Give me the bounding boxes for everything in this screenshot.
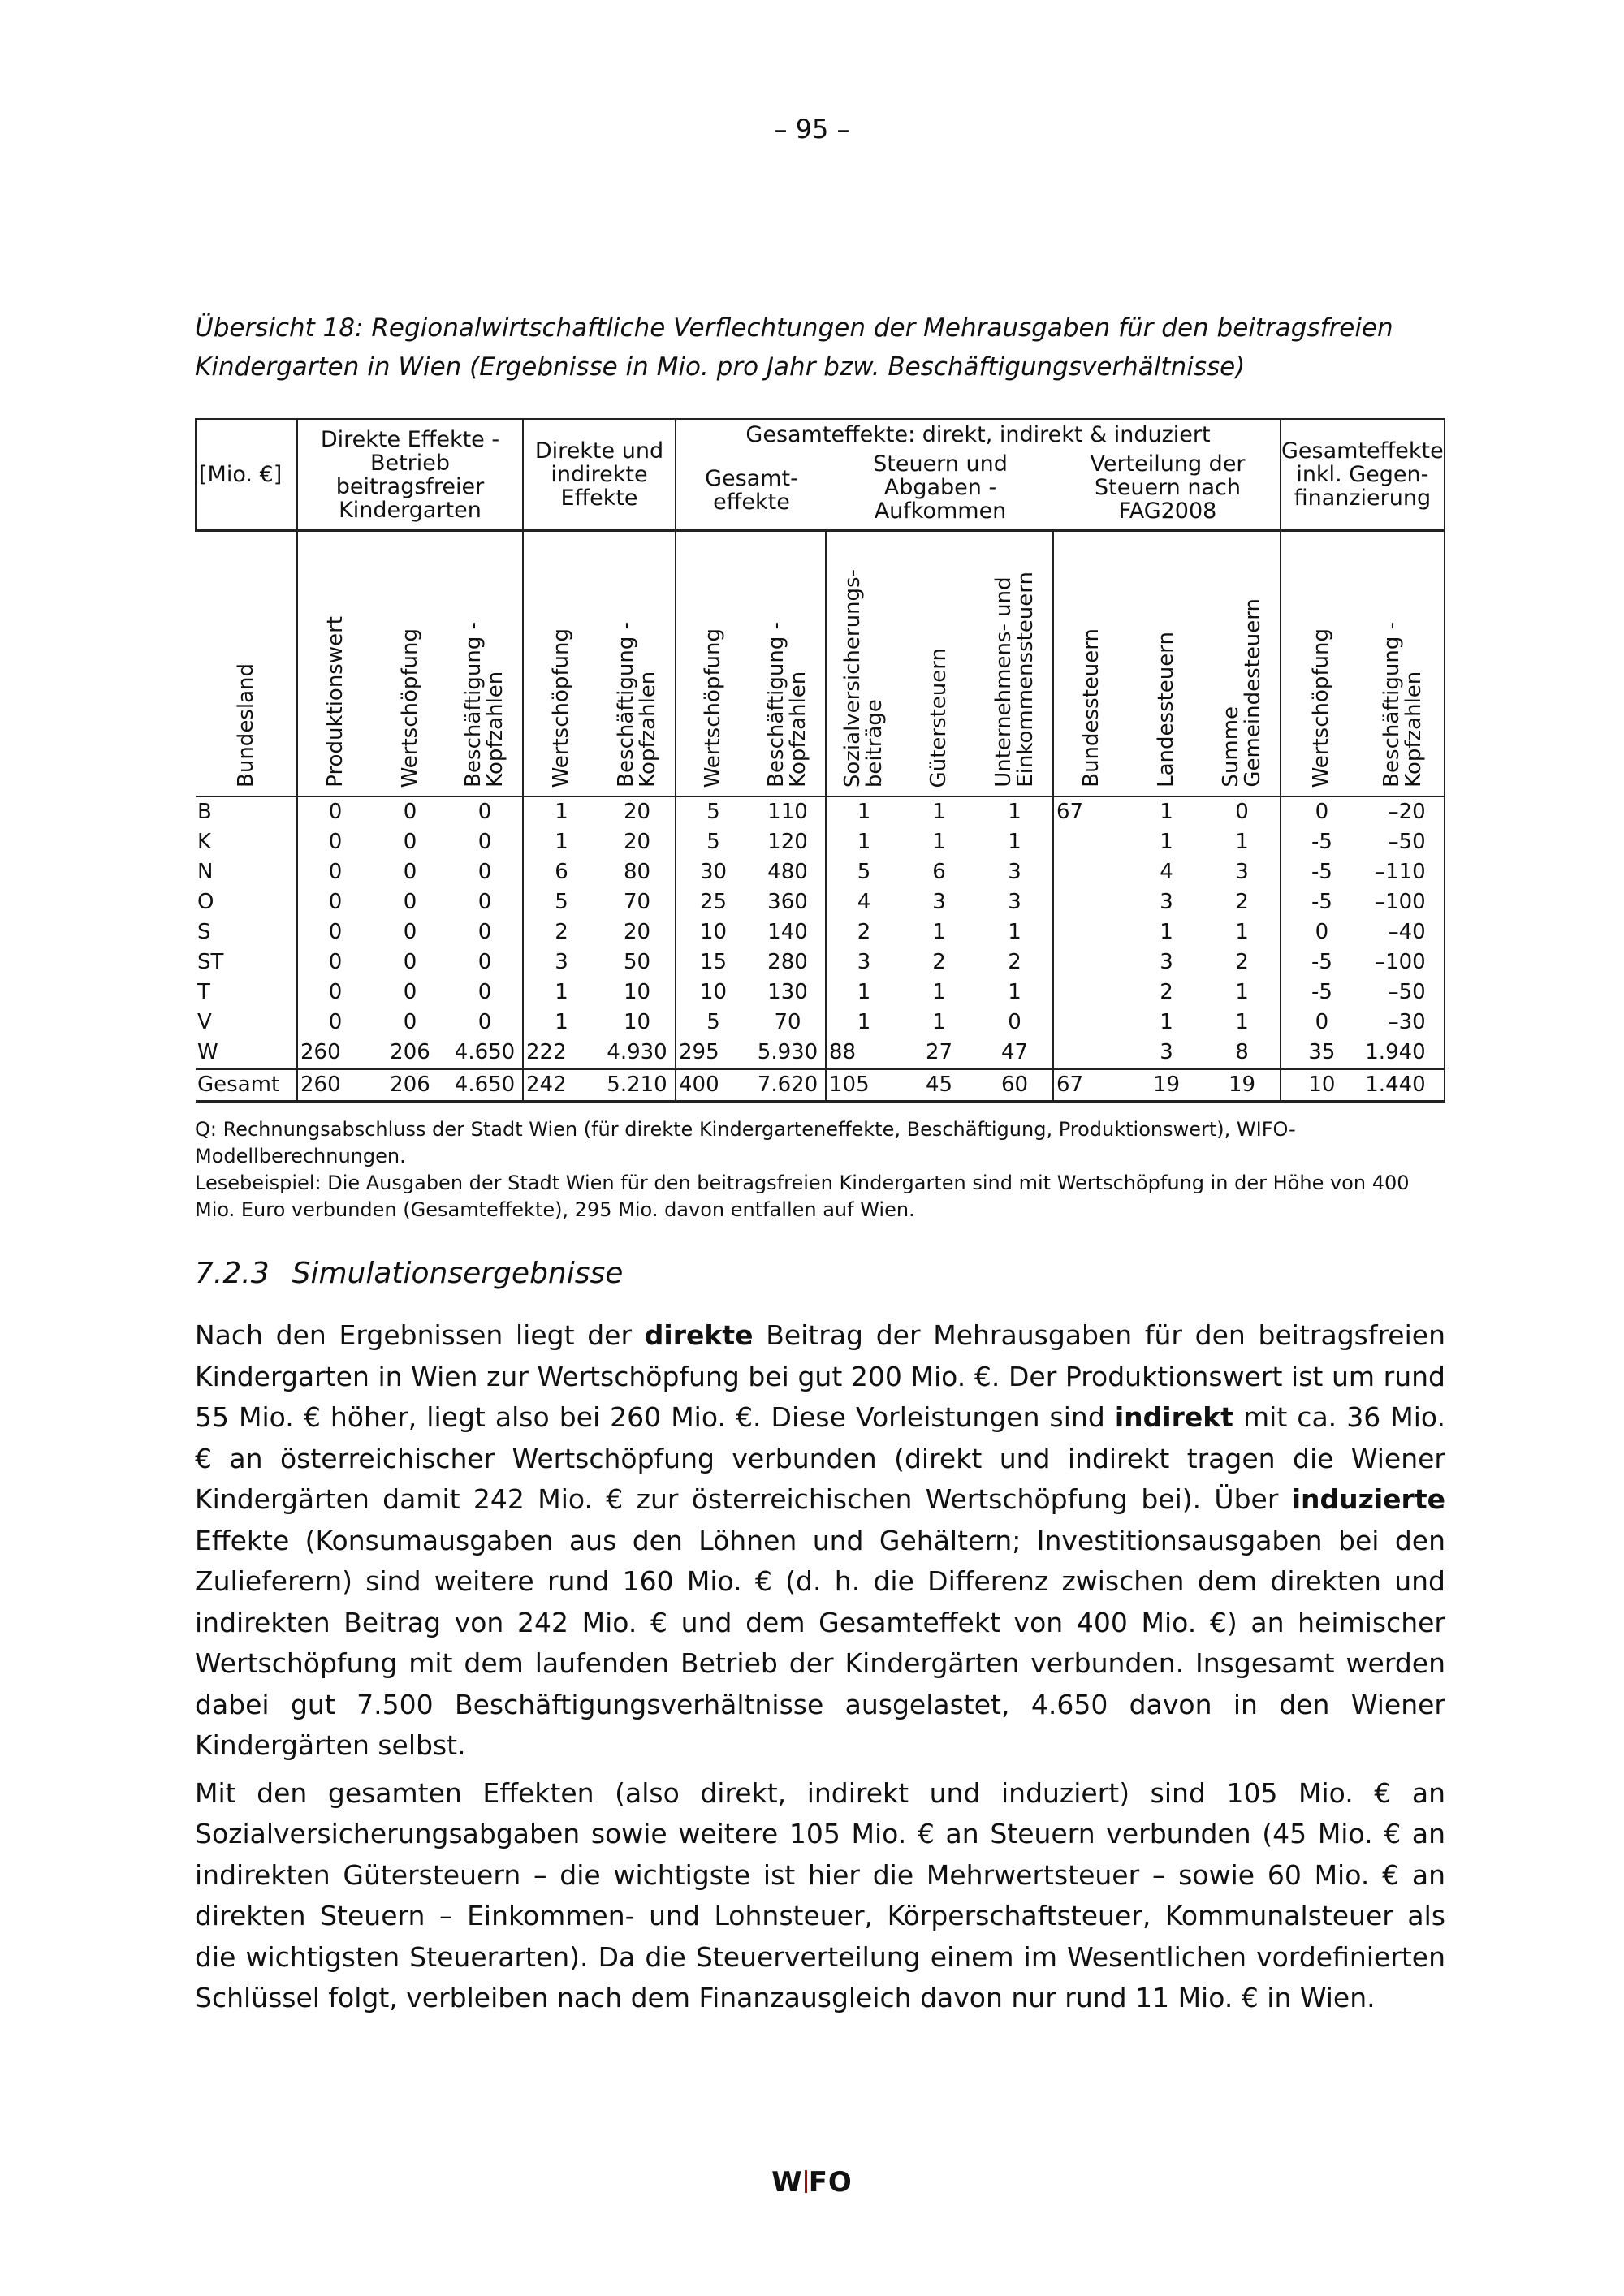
table-cell: –100 — [1363, 947, 1445, 978]
table-cell: –100 — [1363, 887, 1445, 917]
table-cell: 5 — [523, 887, 599, 917]
section-number: 7.2.3 — [195, 1257, 270, 1290]
table-cell — [1053, 887, 1129, 917]
group-taxes-header: Steuern und Abgaben - Aufkommen — [873, 451, 1008, 524]
table-cell: 1 — [1160, 830, 1173, 854]
group-total-effects — [676, 419, 1281, 531]
column-header-label: Wertschöpfung — [397, 628, 422, 788]
table-cell: 295 — [676, 1038, 750, 1069]
table-cell: 1 — [977, 827, 1053, 857]
table-cell: –20 — [1363, 796, 1445, 827]
table-cell: 0 — [297, 796, 373, 827]
table-cell: 19 — [1129, 1069, 1204, 1102]
table-cell: -5 — [1281, 857, 1363, 887]
column-header-label: Summe Gemeindesteuern — [1218, 598, 1265, 788]
table-cell: 4.650 — [447, 1038, 523, 1069]
table-cell: 3 — [523, 947, 599, 978]
column-header — [196, 531, 297, 797]
table-cell: 222 — [523, 1038, 599, 1069]
row-label: V — [196, 1008, 297, 1038]
table-cell: 5.930 — [750, 1038, 826, 1069]
bold-term: indirekt — [1114, 1401, 1233, 1433]
table-notes — [195, 1116, 1445, 1224]
table-cell: 1 — [1204, 917, 1281, 947]
table-cell: 10 — [676, 978, 750, 1008]
row-label: O — [196, 887, 297, 917]
group-direct-indirect-header: Direkte und indirekte Effekte — [523, 419, 676, 531]
table-cell: 0 — [297, 947, 373, 978]
bold-term: induzierte — [1291, 1483, 1445, 1515]
column-header-label: Beschäftigung - Kopfzahlen — [1379, 622, 1426, 788]
column-header-label: Landessteuern — [1154, 632, 1178, 788]
table-cell: 1 — [1204, 978, 1281, 1008]
column-header-label: Beschäftigung - Kopfzahlen — [613, 622, 660, 788]
table-cell: 0 — [1281, 1008, 1363, 1038]
table-cell: 0 — [1281, 917, 1363, 947]
table-cell — [1053, 857, 1129, 887]
table-cell: 140 — [750, 917, 826, 947]
table-cell: 280 — [750, 947, 826, 978]
row-label: B — [196, 796, 297, 827]
table-title: Übersicht 18: Regionalwirtschaftliche Verflechtungen der Mehrausgaben für den beitragsfreien Kindergarten in Wien (Ergebnisse in Mio. pro Jahr bzw. Beschäftigungsverhältnisse) — [195, 313, 1393, 382]
table-cell: 1 — [1160, 1010, 1173, 1034]
group-distribution-header: Verteilung der Steuern nach FAG2008 — [1090, 451, 1246, 524]
table-cell: 3 — [1204, 857, 1281, 887]
unit-header: [Mio. €] — [196, 419, 297, 531]
column-header-label: Produktionswert — [322, 616, 348, 788]
column-header — [297, 531, 373, 797]
table-cell: 2 — [523, 917, 599, 947]
table-cell: 0 — [1204, 796, 1281, 827]
column-header — [1281, 531, 1363, 797]
table-cell: 1 — [826, 796, 901, 827]
table-cell: 3 — [932, 890, 946, 914]
table-cell: 2 — [1204, 887, 1281, 917]
group-financing-header: Gesamteffekte inkl. Gegen-finanzierung — [1281, 419, 1445, 531]
table-cell: 105 — [826, 1069, 901, 1102]
row-label: W — [196, 1038, 297, 1069]
column-header-label: Wertschöpfung — [549, 628, 573, 788]
table-cell: 260 — [297, 1069, 373, 1102]
table-cell: 3 — [1160, 890, 1173, 914]
total-row — [196, 1069, 1445, 1102]
row-label: S — [196, 917, 297, 947]
table-cell: –50 — [1363, 978, 1445, 1008]
table-cell: 8 — [1204, 1038, 1281, 1069]
table-cell: 360 — [750, 887, 826, 917]
column-header-label: Beschäftigung - Kopfzahlen — [461, 622, 508, 788]
table-cell: 0 — [297, 1008, 373, 1038]
table-cell: 6 — [523, 857, 599, 887]
table-row — [196, 1008, 1445, 1038]
table-cell: 15 — [676, 947, 750, 978]
table-cell: 70 — [750, 1008, 826, 1038]
table-cell: 1.940 — [1363, 1038, 1445, 1069]
table-cell: 1 — [932, 800, 946, 824]
column-header — [1363, 531, 1445, 797]
table-cell: -5 — [1281, 947, 1363, 978]
table-cell: 1 — [1204, 1008, 1281, 1038]
table-cell: 88 — [826, 1038, 901, 1069]
table-cell — [1053, 947, 1129, 978]
group-total-caption: Gesamteffekte: direkt, indirekt & induziert — [745, 422, 1211, 447]
data-table — [195, 418, 1445, 1103]
text-run: Nach den Ergebnissen liegt der — [195, 1319, 645, 1351]
table-cell: 0 — [447, 887, 523, 917]
table-row — [196, 978, 1445, 1008]
column-header-label: Wertschöpfung — [701, 628, 725, 788]
table-cell: 20 — [599, 917, 676, 947]
column-header — [599, 531, 676, 797]
table-cell: 1 — [523, 796, 599, 827]
table-cell: 50 — [599, 947, 676, 978]
table-cell: 20 — [599, 796, 676, 827]
table-cell: 1 — [932, 920, 946, 944]
table-cell — [1053, 1038, 1129, 1069]
table-cell: 4.650 — [447, 1069, 523, 1102]
table-cell: 4 — [1160, 860, 1173, 884]
text-run: mit ca. 36 Mio. € an österreichischer Wertschöpfung verbunden (direkt und indirekt tragen die Wiener Kindergärten damit 242 Mio. € zur österreichischen Wertschöpfung bei). Über — [195, 1401, 1445, 1515]
column-header — [523, 531, 599, 797]
table-cell: 27 — [925, 1040, 953, 1064]
wifo-logo: W FO — [771, 2166, 853, 2199]
table-cell: 3 — [1160, 1040, 1173, 1064]
reading-example: Lesebeispiel: Die Ausgaben der Stadt Wien für den beitragsfreien Kindergarten sind mit Wertschöpfung in der Höhe von 400 Mio. Euro verbunden (Gesamteffekte), 295 Mio. davon entfallen auf Wien. — [195, 1172, 1410, 1221]
table-cell: 480 — [750, 857, 826, 887]
table-cell: 0 — [297, 887, 373, 917]
table-cell: 2 — [932, 950, 946, 974]
table-cell: 5 — [676, 1008, 750, 1038]
table-cell: 6 — [932, 860, 946, 884]
table-cell: 10 — [1281, 1069, 1363, 1102]
text-run: Mit den gesamten Effekten (also direkt, indirekt und induziert) sind 105 Mio. € an Sozialversicherungsabgaben sowie weitere 105 Mio. € an Steuern verbunden (45 Mio. € an indirekten Gütersteuern – die wichtigste ist hier die Mehrwertsteuer – sowie 60 Mio. € an direkten Steuern – Einkommen- und Lohnsteuer, Körperschaftsteuer, Kommunalsteuer als die wichtigsten Steuerarten). Da die Steuerverteilung einem im Wesentlichen vordefinierten Schlüssel folgt, verbleiben nach dem Finanzausgleich davon nur rund 11 Mio. € in Wien. — [195, 1776, 1445, 2013]
page-number: – 95 – — [774, 114, 850, 145]
table-cell: 0 — [447, 796, 523, 827]
table-row — [196, 917, 1445, 947]
table-cell: 0 — [447, 827, 523, 857]
table-cell: 10 — [676, 917, 750, 947]
table-cell: 67 — [1053, 1069, 1129, 1102]
table-cell: 19 — [1204, 1069, 1281, 1102]
body-text — [195, 1315, 1445, 2026]
table-cell: 1 — [932, 980, 946, 1004]
table-row — [196, 1038, 1445, 1069]
table-cell: 4.930 — [599, 1038, 676, 1069]
table-cell: 67 — [1053, 796, 1129, 827]
table-cell: 1 — [826, 978, 901, 1008]
column-header-label: Bundesland — [233, 663, 258, 788]
text-run: Beitrag der Mehrausgaben für den beitragsfreien Kindergarten in Wien zur Wertschöpfung bei gut 200 Mio. €. Der Produktionswert ist um rund 55 Mio. € höher, liegt also bei 260 Mio. €. Diese Vorleistungen sind — [195, 1319, 1445, 1433]
table-cell: 70 — [599, 887, 676, 917]
table-cell: 5.210 — [599, 1069, 676, 1102]
table-cell: 400 — [676, 1069, 750, 1102]
table-cell: –40 — [1363, 917, 1445, 947]
table-cell: 5 — [676, 796, 750, 827]
table-cell: 0 — [297, 978, 373, 1008]
header-row-columns — [196, 531, 1445, 797]
table-cell: 206 — [390, 1040, 430, 1064]
table-cell: 0 — [447, 947, 523, 978]
table-cell: 1 — [977, 978, 1053, 1008]
table-cell: 1 — [523, 827, 599, 857]
table-cell: 1 — [977, 917, 1053, 947]
column-header-label: Sozialversicherungs- beiträge — [840, 568, 887, 788]
table-cell: 0 — [403, 1010, 417, 1034]
table-cell: 80 — [599, 857, 676, 887]
table-cell: 20 — [599, 827, 676, 857]
table-cell: 0 — [403, 800, 417, 824]
column-header-label: Beschäftigung - Kopfzahlen — [764, 622, 810, 788]
table-cell: 0 — [403, 920, 417, 944]
table-cell: –50 — [1363, 827, 1445, 857]
table-cell: 130 — [750, 978, 826, 1008]
table-cell: 10 — [599, 1008, 676, 1038]
column-header — [1204, 531, 1281, 797]
table-cell: 0 — [403, 860, 417, 884]
column-header — [1129, 531, 1204, 797]
table-cell: 2 — [1160, 980, 1173, 1004]
group-total-header: Gesamt-effekte — [705, 466, 798, 515]
table-cell: 1 — [977, 796, 1053, 827]
column-header — [826, 531, 901, 797]
table-cell: 30 — [676, 857, 750, 887]
column-header — [977, 531, 1053, 797]
table-cell — [1053, 1008, 1129, 1038]
column-header-label: Unternehmens- und Einkommenssteuern — [991, 572, 1038, 788]
table-cell: 0 — [403, 890, 417, 914]
row-label: Gesamt — [196, 1069, 297, 1102]
table-cell: 206 — [373, 1069, 447, 1102]
table-cell: 1 — [1160, 800, 1173, 824]
column-header — [676, 531, 750, 797]
table-cell: 0 — [977, 1008, 1053, 1038]
table-cell: 1 — [932, 1010, 946, 1034]
table-cell: 0 — [403, 980, 417, 1004]
table-cell — [1053, 827, 1129, 857]
table-cell: 1 — [1160, 920, 1173, 944]
table-cell: 35 — [1281, 1038, 1363, 1069]
table-cell: 5 — [826, 857, 901, 887]
table-cell: 110 — [750, 796, 826, 827]
table-cell: 1.440 — [1363, 1069, 1445, 1102]
table-cell: 0 — [403, 950, 417, 974]
column-header-label: Bundessteuern — [1078, 628, 1104, 788]
table-cell — [1053, 917, 1129, 947]
header-row-groups — [196, 419, 1445, 531]
column-header — [901, 531, 977, 797]
table-cell: 3 — [977, 887, 1053, 917]
table-row — [196, 947, 1445, 978]
section-heading — [195, 1257, 646, 1290]
table-row — [196, 887, 1445, 917]
table-cell: 242 — [523, 1069, 599, 1102]
table-cell: 1 — [1204, 827, 1281, 857]
column-header-label: Wertschöpfung — [1309, 628, 1334, 788]
table-cell: 1 — [826, 827, 901, 857]
table-cell: 3 — [977, 857, 1053, 887]
table-cell: 260 — [297, 1038, 373, 1069]
table-cell: 1 — [523, 978, 599, 1008]
table-cell: 0 — [447, 917, 523, 947]
table-cell: 0 — [297, 857, 373, 887]
column-header — [447, 531, 523, 797]
table-cell: 45 — [901, 1069, 977, 1102]
section-title: Simulationsergebnisse — [292, 1257, 624, 1290]
table-cell: 0 — [403, 830, 417, 854]
column-header — [1053, 531, 1129, 797]
table-cell: –110 — [1363, 857, 1445, 887]
table-cell: 120 — [750, 827, 826, 857]
table-cell: 7.620 — [750, 1069, 826, 1102]
paragraph — [195, 1773, 1445, 2019]
table-cell: 5 — [676, 827, 750, 857]
row-label: K — [196, 827, 297, 857]
table-cell: -5 — [1281, 978, 1363, 1008]
table-cell: 2 — [826, 917, 901, 947]
table-cell: –30 — [1363, 1008, 1445, 1038]
table-cell: 60 — [977, 1069, 1053, 1102]
table-row — [196, 857, 1445, 887]
bold-term: direkte — [644, 1319, 754, 1351]
table-cell: -5 — [1281, 887, 1363, 917]
table-row — [196, 796, 1445, 827]
table-cell: 2 — [977, 947, 1053, 978]
row-label: ST — [196, 947, 297, 978]
table-cell: 2 — [1204, 947, 1281, 978]
table-cell: 1 — [826, 1008, 901, 1038]
table-cell: 0 — [297, 827, 373, 857]
table-cell: -5 — [1281, 827, 1363, 857]
table-cell — [1053, 978, 1129, 1008]
table-cell: 0 — [1281, 796, 1363, 827]
row-label: T — [196, 978, 297, 1008]
table-cell: 0 — [447, 857, 523, 887]
table-cell: 47 — [977, 1038, 1053, 1069]
table-cell: 4 — [826, 887, 901, 917]
source-note: Q: Rechnungsabschluss der Stadt Wien (für direkte Kindergarteneffekte, Beschäftigung, Produktionswert), WIFO-Modellberechnungen. — [195, 1118, 1296, 1167]
column-header — [373, 531, 447, 797]
table-cell: 1 — [523, 1008, 599, 1038]
column-header-label: Gütersteuern — [926, 647, 951, 788]
table-cell: 1 — [932, 830, 946, 854]
table-cell: 25 — [676, 887, 750, 917]
group-direct-header: Direkte Effekte - Betrieb beitragsfreier Kindergarten — [297, 419, 523, 531]
table-cell: 3 — [1160, 950, 1173, 974]
table-row — [196, 827, 1445, 857]
table-cell: 0 — [447, 978, 523, 1008]
column-header — [750, 531, 826, 797]
text-run: Effekte (Konsumausgaben aus den Löhnen und Gehältern; Investitionsausgaben bei den Zulieferern) sind weitere rund 160 Mio. € (d. h. die Differenz zwischen dem direkten und indirekten Beitrag von 242 Mio. € und dem Gesamteffekt von 400 Mio. €) an heimischer Wertschöpfung mit dem laufenden Betrieb der Kindergärten verbunden. Insgesamt werden dabei gut 7.500 Beschäftigungsverhältnisse ausgelastet, 4.650 davon in den Wiener Kindergärten selbst. — [195, 1524, 1445, 1761]
table-cell: 0 — [297, 917, 373, 947]
row-label: N — [196, 857, 297, 887]
table-cell: 0 — [447, 1008, 523, 1038]
table-cell: 10 — [599, 978, 676, 1008]
paragraph — [195, 1315, 1445, 1767]
table-cell: 3 — [826, 947, 901, 978]
